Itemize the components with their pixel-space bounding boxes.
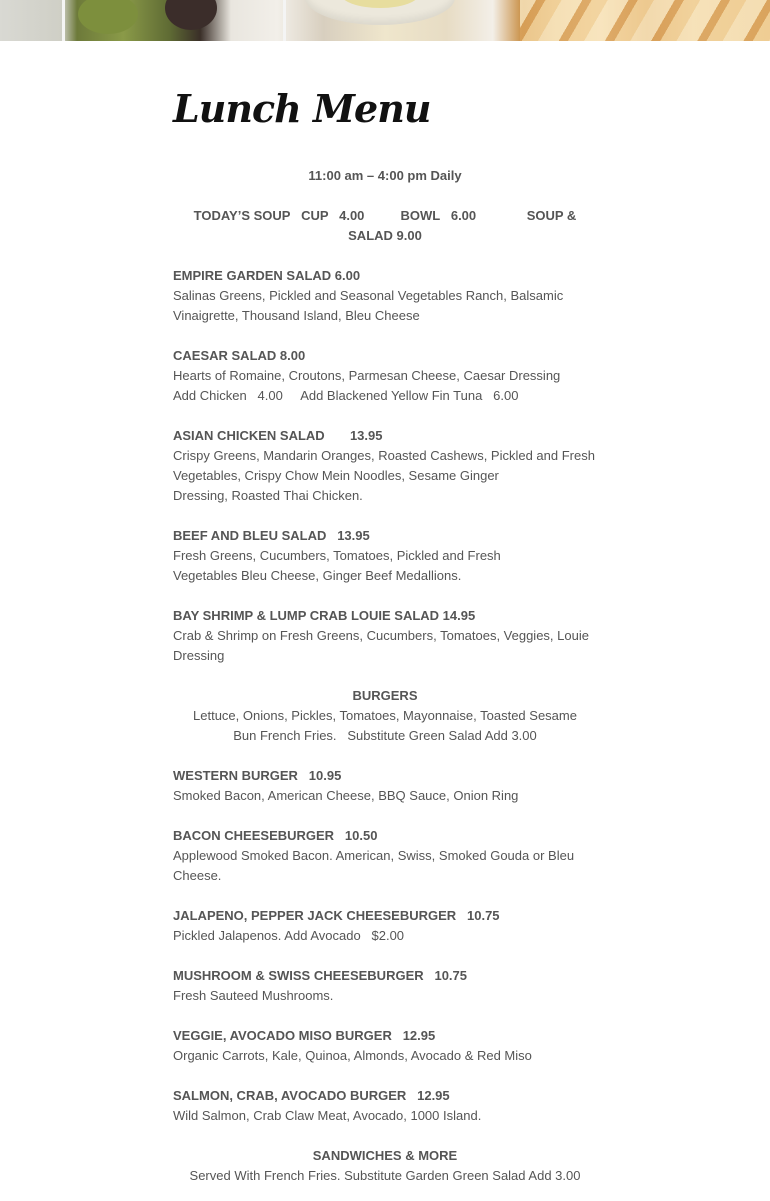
menu-item-desc: Dressing, Roasted Thai Chicken. — [173, 488, 363, 503]
section-heading-sandwiches: SANDWICHES & MORE — [312, 1148, 458, 1163]
menu-item-desc: Dressing — [173, 648, 225, 663]
menu-item-desc: Vinaigrette, Thousand Island, Bleu Cheese — [173, 308, 420, 323]
menu-item-desc: Hearts of Romaine, Croutons, Parmesan Cheese, Caesar Dressing — [173, 368, 561, 383]
menu-item-desc: Crispy Greens, Mandarin Oranges, Roasted Cashews, Pickled and Fresh — [173, 448, 595, 463]
menu-item-desc: Add Chicken 4.00 Add Blackened Yellow Fin Tuna 6.00 — [173, 388, 519, 403]
section-heading-burgers: BURGERS — [352, 688, 418, 703]
menu-item-desc: Vegetables, Crispy Chow Mein Noodles, Sesame Ginger — [173, 468, 499, 483]
bread-slices — [520, 0, 770, 41]
menu-item-name: BAY SHRIMP & LUMP CRAB LOUIE SALAD 14.95 — [173, 608, 476, 623]
menu-item-name: JALAPENO, PEPPER JACK CHEESEBURGER 10.75 — [173, 908, 500, 923]
menu-item-name: SALMON, CRAB, AVOCADO BURGER 12.95 — [173, 1088, 450, 1103]
soup-line: TODAY’S SOUP CUP 4.00 BOWL 6.00 SOUP & — [193, 208, 577, 223]
soup-line-2: SALAD 9.00 — [348, 228, 422, 243]
menu-item-desc: Cheese. — [173, 868, 222, 883]
menu-item-name: EMPIRE GARDEN SALAD 6.00 — [173, 268, 361, 283]
menu-item-name: WESTERN BURGER 10.95 — [173, 768, 342, 783]
menu-item-desc: Fresh Sauteed Mushrooms. — [173, 988, 334, 1003]
menu-item-desc: Fresh Greens, Cucumbers, Tomatoes, Pickled and Fresh — [173, 548, 501, 563]
hero-banner-image — [0, 0, 770, 41]
menu-item-name: CAESAR SALAD 8.00 — [173, 348, 306, 363]
section-note: Bun French Fries. Substitute Green Salad Add 3.00 — [233, 728, 537, 743]
menu-item-name: ASIAN CHICKEN SALAD 13.95 — [173, 428, 383, 443]
menu-item-desc: Applewood Smoked Bacon. American, Swiss, Smoked Gouda or Bleu — [173, 848, 575, 863]
section-note: Lettuce, Onions, Pickles, Tomatoes, Mayonnaise, Toasted Sesame — [193, 708, 577, 723]
menu-item-desc: Vegetables Bleu Cheese, Ginger Beef Medallions. — [173, 568, 462, 583]
page-title: Lunch Menu — [173, 86, 431, 131]
menu-item-name: BEEF AND BLEU SALAD 13.95 — [173, 528, 370, 543]
menu-item-desc: Crab & Shrimp on Fresh Greens, Cucumbers, Tomatoes, Veggies, Louie — [173, 628, 589, 643]
menu-item-desc: Organic Carrots, Kale, Quinoa, Almonds, Avocado & Red Miso — [173, 1048, 532, 1063]
hours-text: 11:00 am – 4:00 pm Daily — [308, 168, 462, 183]
menu-item-desc: Smoked Bacon, American Cheese, BBQ Sauce, Onion Ring — [173, 788, 519, 803]
menu-item-desc: Salinas Greens, Pickled and Seasonal Vegetables Ranch, Balsamic — [173, 288, 564, 303]
menu-item-name: BACON CHEESEBURGER 10.50 — [173, 828, 378, 843]
menu-item-name: MUSHROOM & SWISS CHEESEBURGER 10.75 — [173, 968, 467, 983]
menu-item-desc: Pickled Jalapenos. Add Avocado $2.00 — [173, 928, 405, 943]
section-note: Served With French Fries. Substitute Garden Green Salad Add 3.00 — [189, 1168, 581, 1183]
menu-item-desc: Wild Salmon, Crab Claw Meat, Avocado, 1000 Island. — [173, 1108, 482, 1123]
menu-item-name: VEGGIE, AVOCADO MISO BURGER 12.95 — [173, 1028, 436, 1043]
